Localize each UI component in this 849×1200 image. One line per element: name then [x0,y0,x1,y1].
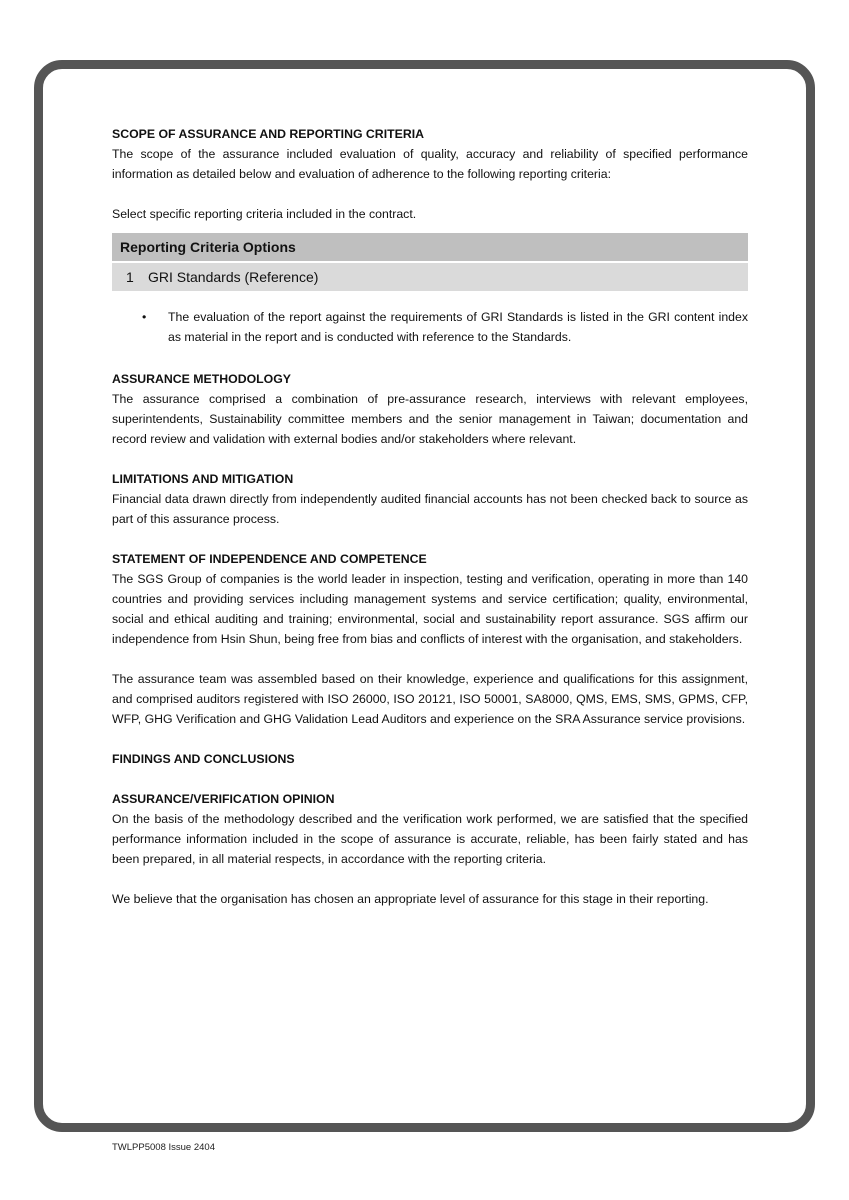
scope-criteria-note: Select specific reporting criteria included in the contract. [112,207,417,221]
bullet-point-icon: • [142,310,147,324]
criteria-row-number: 1 [126,269,134,285]
document-footer-code: TWLPP5008 Issue 2404 [112,1142,215,1153]
competence-paragraph: The assurance team was assembled based on their knowledge, experience and qualifications for this assignment, and comprised auditors registered with ISO 26000, ISO 20121, ISO 50001, SA8000, QMS, EMS, SMS, GPMS, CFP, WFP, GHG Verification and GHG Validation Lead Auditors and experience on the SRA Assurance service provisions. [112,672,748,726]
scope-heading: SCOPE OF ASSURANCE AND REPORTING CRITERIA [112,127,424,141]
independence-heading: STATEMENT OF INDEPENDENCE AND COMPETENCE [112,552,427,566]
reporting-criteria-table [112,233,748,291]
criteria-row-label: GRI Standards (Reference) [148,269,319,285]
independence-paragraph: The SGS Group of companies is the world leader in inspection, testing and verification, operating in more than 140 countries and providing services including management systems and service certification; quality, environmental, social and ethical auditing and training; environmental, social and sustainability report assurance. SGS affirm our independence from Hsin Shun, being free from bias and conflicts of interest with the organisation, and stakeholders. [112,572,748,646]
opinion-paragraph: On the basis of the methodology described and the verification work performed, we are satisfied that the specified performance information included in the scope of assurance is accurate, reliable, has been fairly stated and has been prepared, in all material respects, in accordance with the reporting criteria. [112,812,748,866]
limitations-paragraph: Financial data drawn directly from independently audited financial accounts has not been checked back to source as part of this assurance process. [112,492,748,526]
findings-heading: FINDINGS AND CONCLUSIONS [112,752,295,766]
criteria-table-header: Reporting Criteria Options [112,233,748,261]
assurance-level-paragraph: We believe that the organisation has chosen an appropriate level of assurance for this stage in their reporting. [112,892,709,906]
bullet-text: The evaluation of the report against the requirements of GRI Standards is listed in the GRI content index as material in the report and is conducted with reference to the Standards. [168,310,748,344]
table-row [112,263,748,291]
methodology-paragraph: The assurance comprised a combination of pre-assurance research, interviews with relevant employees, superintendents, Sustainability committee members and the senior management in Taiwan; documentation and record review and validation with external bodies and/or stakeholders where relevant. [112,392,748,446]
limitations-heading: LIMITATIONS AND MITIGATION [112,472,294,486]
document-body [112,124,748,909]
criteria-bullet-item [112,307,748,347]
methodology-heading: ASSURANCE METHODOLOGY [112,372,291,386]
opinion-heading: ASSURANCE/VERIFICATION OPINION [112,792,335,806]
scope-paragraph: The scope of the assurance included evaluation of quality, accuracy and reliability of specified performance information as detailed below and evaluation of adherence to the following reporting criteria: [112,147,748,181]
